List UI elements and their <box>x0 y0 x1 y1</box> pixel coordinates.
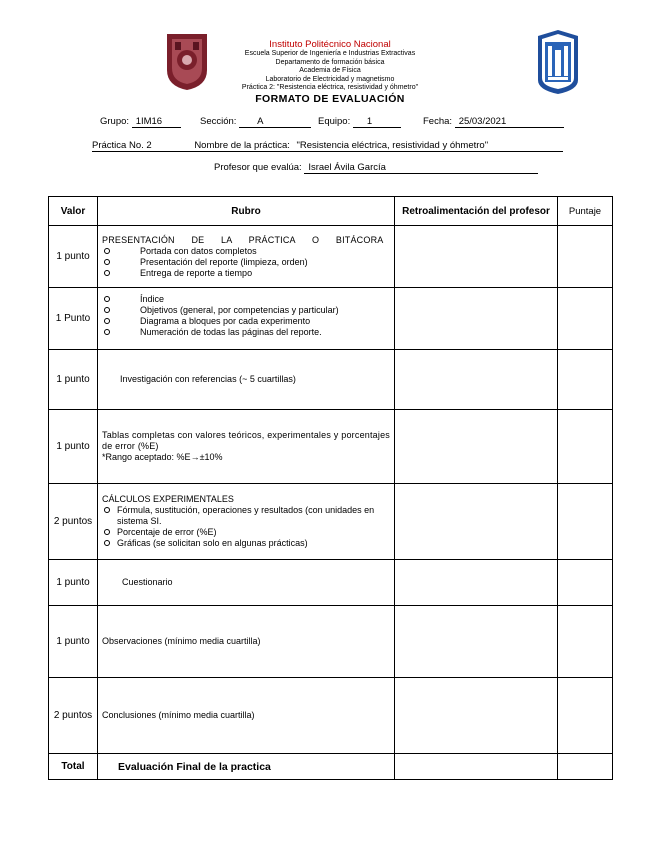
list-item: Entrega de reporte a tiempo <box>102 268 390 279</box>
rubro-cell: Cuestionario <box>98 560 395 606</box>
rubro-cell: Conclusiones (mínimo media cuartilla) <box>98 678 395 754</box>
list-item: Portada con datos completos <box>102 246 390 257</box>
practica-field <box>92 140 563 152</box>
rubro-cell <box>98 226 395 288</box>
retro-cell[interactable] <box>395 350 558 410</box>
header-block <box>205 39 455 105</box>
valor-cell: 1 punto <box>49 560 98 606</box>
header-puntaje: Puntaje <box>558 197 613 226</box>
valor-cell: 2 puntos <box>49 678 98 754</box>
equipo-value: 1 <box>353 116 401 128</box>
academy-name: Academia de Física <box>299 67 361 75</box>
profesor-field <box>214 162 538 174</box>
retro-cell[interactable] <box>395 288 558 350</box>
list-item: Numeración de todas las páginas del reporte. <box>102 327 390 338</box>
valor-cell: 1 punto <box>49 226 98 288</box>
retro-cell[interactable] <box>395 606 558 678</box>
list-item: Índice <box>102 294 390 305</box>
puntaje-cell[interactable] <box>558 678 613 754</box>
total-text: Evaluación Final de la practica <box>98 754 395 780</box>
table-row <box>49 410 613 484</box>
puntaje-cell[interactable] <box>558 560 613 606</box>
equipo-label: Equipo: <box>318 116 351 127</box>
puntaje-cell[interactable] <box>558 754 613 780</box>
table-row <box>49 484 613 560</box>
seccion-value: A <box>239 116 311 128</box>
header-rubro: Rubro <box>98 197 395 226</box>
lab-name: Laboratorio de Electricidad y magnetismo <box>265 75 395 83</box>
rubro-cell: Investigación con referencias (~ 5 cuartillas) <box>98 350 395 410</box>
table-row <box>49 226 613 288</box>
rubro-note: *Rango aceptado: %E→±10% <box>102 452 223 462</box>
retro-cell[interactable] <box>395 560 558 606</box>
table-row <box>49 350 613 410</box>
table-row <box>49 560 613 606</box>
retro-cell[interactable] <box>395 678 558 754</box>
nombre-value: "Resistencia eléctrica, resistividad y óhmetro" <box>296 140 489 151</box>
seccion-field <box>200 116 311 128</box>
equipo-field <box>318 116 401 128</box>
fecha-value: 25/03/2021 <box>455 116 564 128</box>
list-item: Diagrama a bloques por cada experimento <box>102 316 390 327</box>
rubro-cell: Observaciones (mínimo media cuartilla) <box>98 606 395 678</box>
puntaje-cell[interactable] <box>558 226 613 288</box>
valor-cell: 1 Punto <box>49 288 98 350</box>
retro-cell[interactable] <box>395 410 558 484</box>
valor-cell: 1 punto <box>49 350 98 410</box>
grupo-field <box>100 116 181 128</box>
retro-cell[interactable] <box>395 484 558 560</box>
list-item: Presentación del reporte (limpieza, orden) <box>102 257 390 268</box>
table-header-row <box>49 197 613 226</box>
ipn-logo-icon <box>163 30 211 92</box>
practice-line: Práctica 2: "Resistencia eléctrica, resistividad y óhmetro" <box>241 84 419 92</box>
rubro-cell <box>98 288 395 350</box>
puntaje-cell[interactable] <box>558 484 613 560</box>
puntaje-cell[interactable] <box>558 606 613 678</box>
esiqie-logo-icon <box>536 30 580 94</box>
rubro-text: Tablas completas con valores teóricos, experimentales y porcentajes de error (%E) <box>102 430 390 451</box>
retro-cell[interactable] <box>395 226 558 288</box>
rubro-title: PRESENTACIÓN DE LA PRÁCTICA O BITÁCORA <box>102 234 384 245</box>
puntaje-cell[interactable] <box>558 410 613 484</box>
grupo-label: Grupo: <box>100 116 130 127</box>
list-item: Fórmula, sustitución, operaciones y resultados (con unidades en sistema SI. <box>102 505 390 527</box>
list-item: Objetivos (general, por competencias y particular) <box>102 305 390 316</box>
total-label: Total <box>49 754 98 780</box>
nombre-label: Nombre de la práctica: <box>194 140 290 151</box>
fecha-label: Fecha: <box>423 116 453 127</box>
table-row <box>49 288 613 350</box>
valor-cell: 1 punto <box>49 606 98 678</box>
rubro-cell <box>98 410 395 484</box>
fecha-field <box>423 116 564 128</box>
valor-cell: 1 punto <box>49 410 98 484</box>
list-item: Gráficas (se solicitan solo en algunas prácticas) <box>102 538 390 549</box>
total-row <box>49 754 613 780</box>
profesor-label: Profesor que evalúa: <box>214 162 302 173</box>
seccion-label: Sección: <box>200 116 237 127</box>
retro-cell[interactable] <box>395 754 558 780</box>
evaluation-table <box>48 196 613 780</box>
format-title: FORMATO DE EVALUACIÓN <box>255 92 405 105</box>
department-name: Departamento de formación básica <box>275 58 385 66</box>
rubro-title: CÁLCULOS EXPERIMENTALES <box>102 494 234 504</box>
grupo-value: 1IM16 <box>132 116 181 128</box>
school-name: Escuela Superior de Ingeniería e Industrias Extractivas <box>244 50 416 57</box>
valor-cell: 2 puntos <box>49 484 98 560</box>
table-row <box>49 606 613 678</box>
practica-label: Práctica No. 2 <box>92 140 152 151</box>
header-valor: Valor <box>49 197 98 226</box>
list-item: Porcentaje de error (%E) <box>102 527 390 538</box>
puntaje-cell[interactable] <box>558 288 613 350</box>
rubro-cell <box>98 484 395 560</box>
puntaje-cell[interactable] <box>558 350 613 410</box>
table-row <box>49 678 613 754</box>
institution-name: Instituto Politécnico Nacional <box>269 39 391 50</box>
profesor-value: Israel Ávila García <box>304 162 538 174</box>
header-retro: Retroalimentación del profesor <box>395 197 558 226</box>
